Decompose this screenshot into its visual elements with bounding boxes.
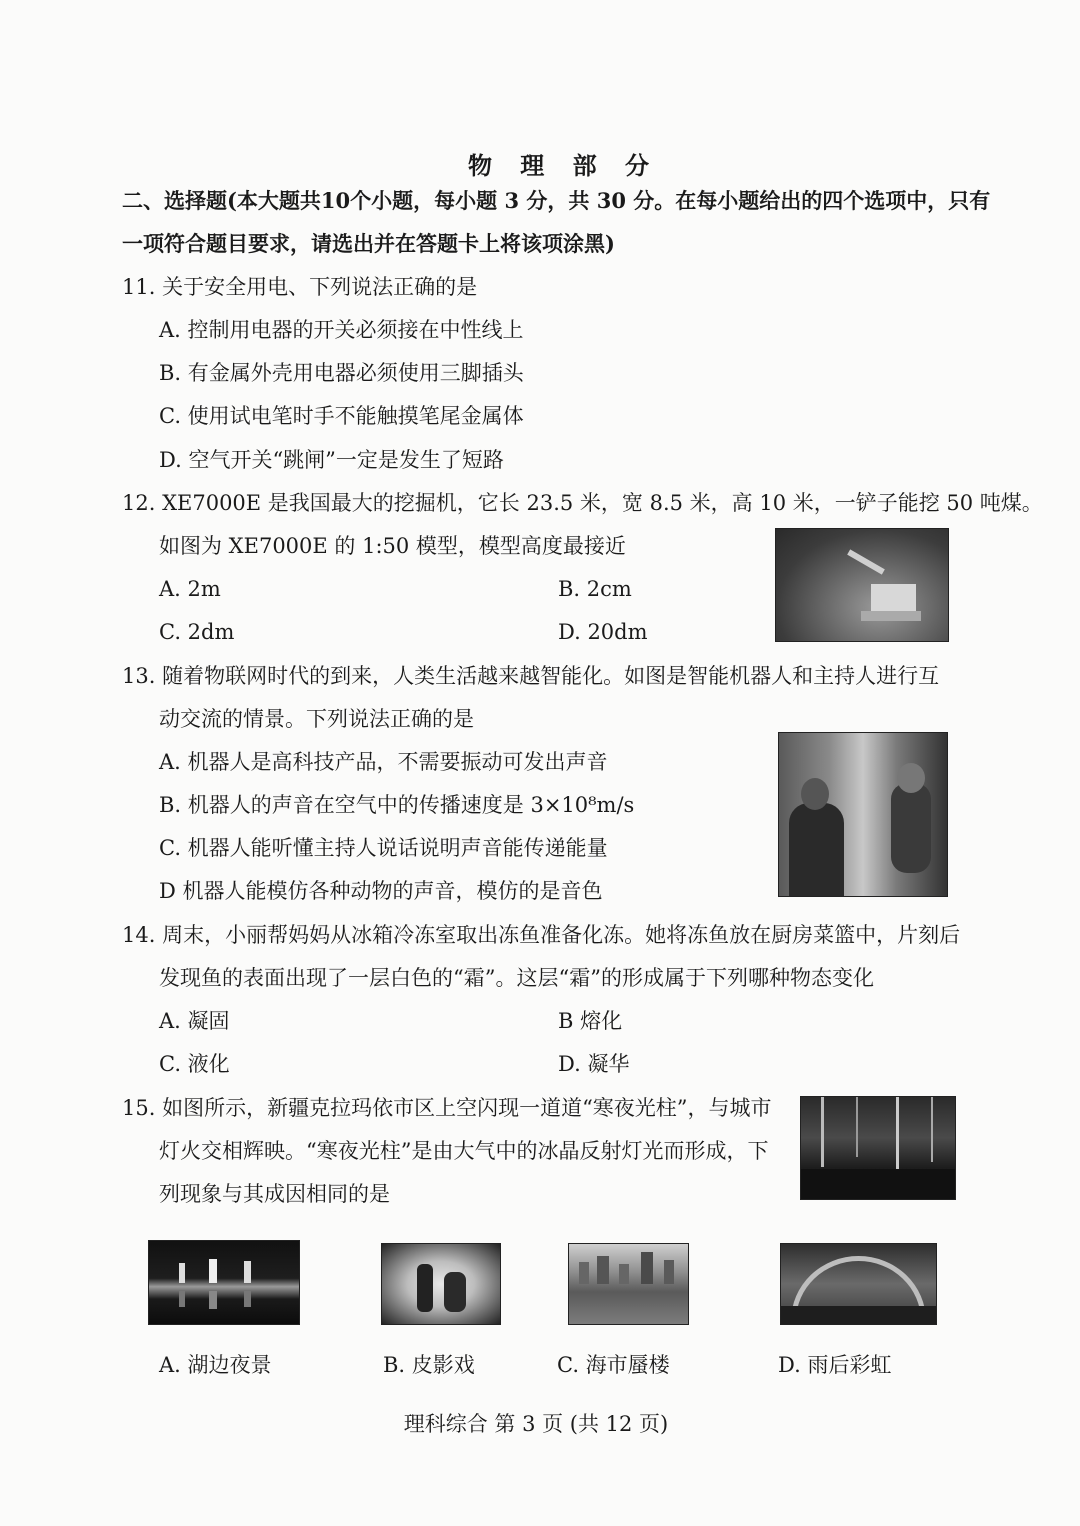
q15-option-d: D. 雨后彩虹 [778,1353,892,1377]
q14-option-b: B 熔化 [558,1009,623,1033]
q11-stem: 11. 关于安全用电、下列说法正确的是 [122,275,478,299]
q13-stem-2: 动交流的情景。下列说法正确的是 [159,707,474,731]
q12-option-b: B. 2cm [558,577,632,601]
q13-option-c: C. 机器人能听懂主持人说话说明声音能传递能量 [159,836,608,860]
shadow-play-photo [381,1243,501,1325]
mirage-photo [568,1243,689,1325]
q15-stem-1: 15. 如图所示，新疆克拉玛依市区上空闪现一道道“寒夜光柱”，与城市 [122,1096,772,1120]
robot-host-photo [778,732,948,897]
rainbow-photo [780,1243,937,1325]
excavator-model-photo [775,528,949,642]
q13-stem-1: 13. 随着物联网时代的到来，人类生活越来越智能化。如图是智能机器人和主持人进行互 [122,664,940,688]
q12-option-d: D. 20dm [558,620,648,644]
q12-stem-2: 如图为 XE7000E 的 1:50 模型，模型高度最接近 [159,534,626,558]
q12-option-c: C. 2dm [159,620,235,644]
instructions-line-2: 一项符合题目要求，请选出并在答题卡上将该项涂黑) [122,231,615,256]
q15-stem-3: 列现象与其成因相同的是 [159,1182,390,1206]
q14-stem-1: 14. 周末，小丽帮妈妈从冰箱冷冻室取出冻鱼准备化冻。她将冻鱼放在厨房菜篮中，片刻后 [122,923,961,947]
q15-stem-2: 灯火交相辉映。“寒夜光柱”是由大气中的冰晶反射灯光而形成，下 [159,1139,769,1163]
q14-stem-2: 发现鱼的表面出现了一层白色的“霜”。这层“霜”的形成属于下列哪种物态变化 [159,966,874,990]
q11-option-b: B. 有金属外壳用电器必须使用三脚插头 [159,361,524,385]
q14-option-c: C. 液化 [159,1052,230,1076]
q15-option-b: B. 皮影戏 [383,1353,475,1377]
q15-option-a: A. 湖边夜景 [159,1353,272,1377]
q14-option-d: D. 凝华 [558,1052,630,1076]
section-title: 物 理 部 分 [467,151,660,180]
q13-option-a: A. 机器人是高科技产品，不需要振动可发出声音 [159,750,608,774]
page-footer: 理科综合 第 3 页 (共 12 页) [403,1412,669,1436]
q11-option-c: C. 使用试电笔时手不能触摸笔尾金属体 [159,404,524,428]
light-pillars-photo [800,1096,956,1200]
q12-option-a: A. 2m [159,577,221,601]
q13-option-d: D 机器人能模仿各种动物的声音，模仿的是音色 [159,879,603,903]
q11-option-d: D. 空气开关“跳闸”一定是发生了短路 [159,448,504,472]
q15-option-c: C. 海市蜃楼 [557,1353,670,1377]
q13-option-b: B. 机器人的声音在空气中的传播速度是 3×10⁸m/s [159,793,635,817]
q11-option-a: A. 控制用电器的开关必须接在中性线上 [159,318,524,342]
instructions-line-1: 二、选择题(本大题共10个小题，每小题 3 分，共 30 分。在每小题给出的四个选项中，只有 [122,188,991,213]
q12-stem-1: 12. XE7000E 是我国最大的挖掘机，它长 23.5 米，宽 8.5 米，高 10 米，一铲子能挖 50 吨煤。 [122,491,1043,515]
lakeside-night-photo [148,1240,300,1325]
q14-option-a: A. 凝固 [159,1009,230,1033]
